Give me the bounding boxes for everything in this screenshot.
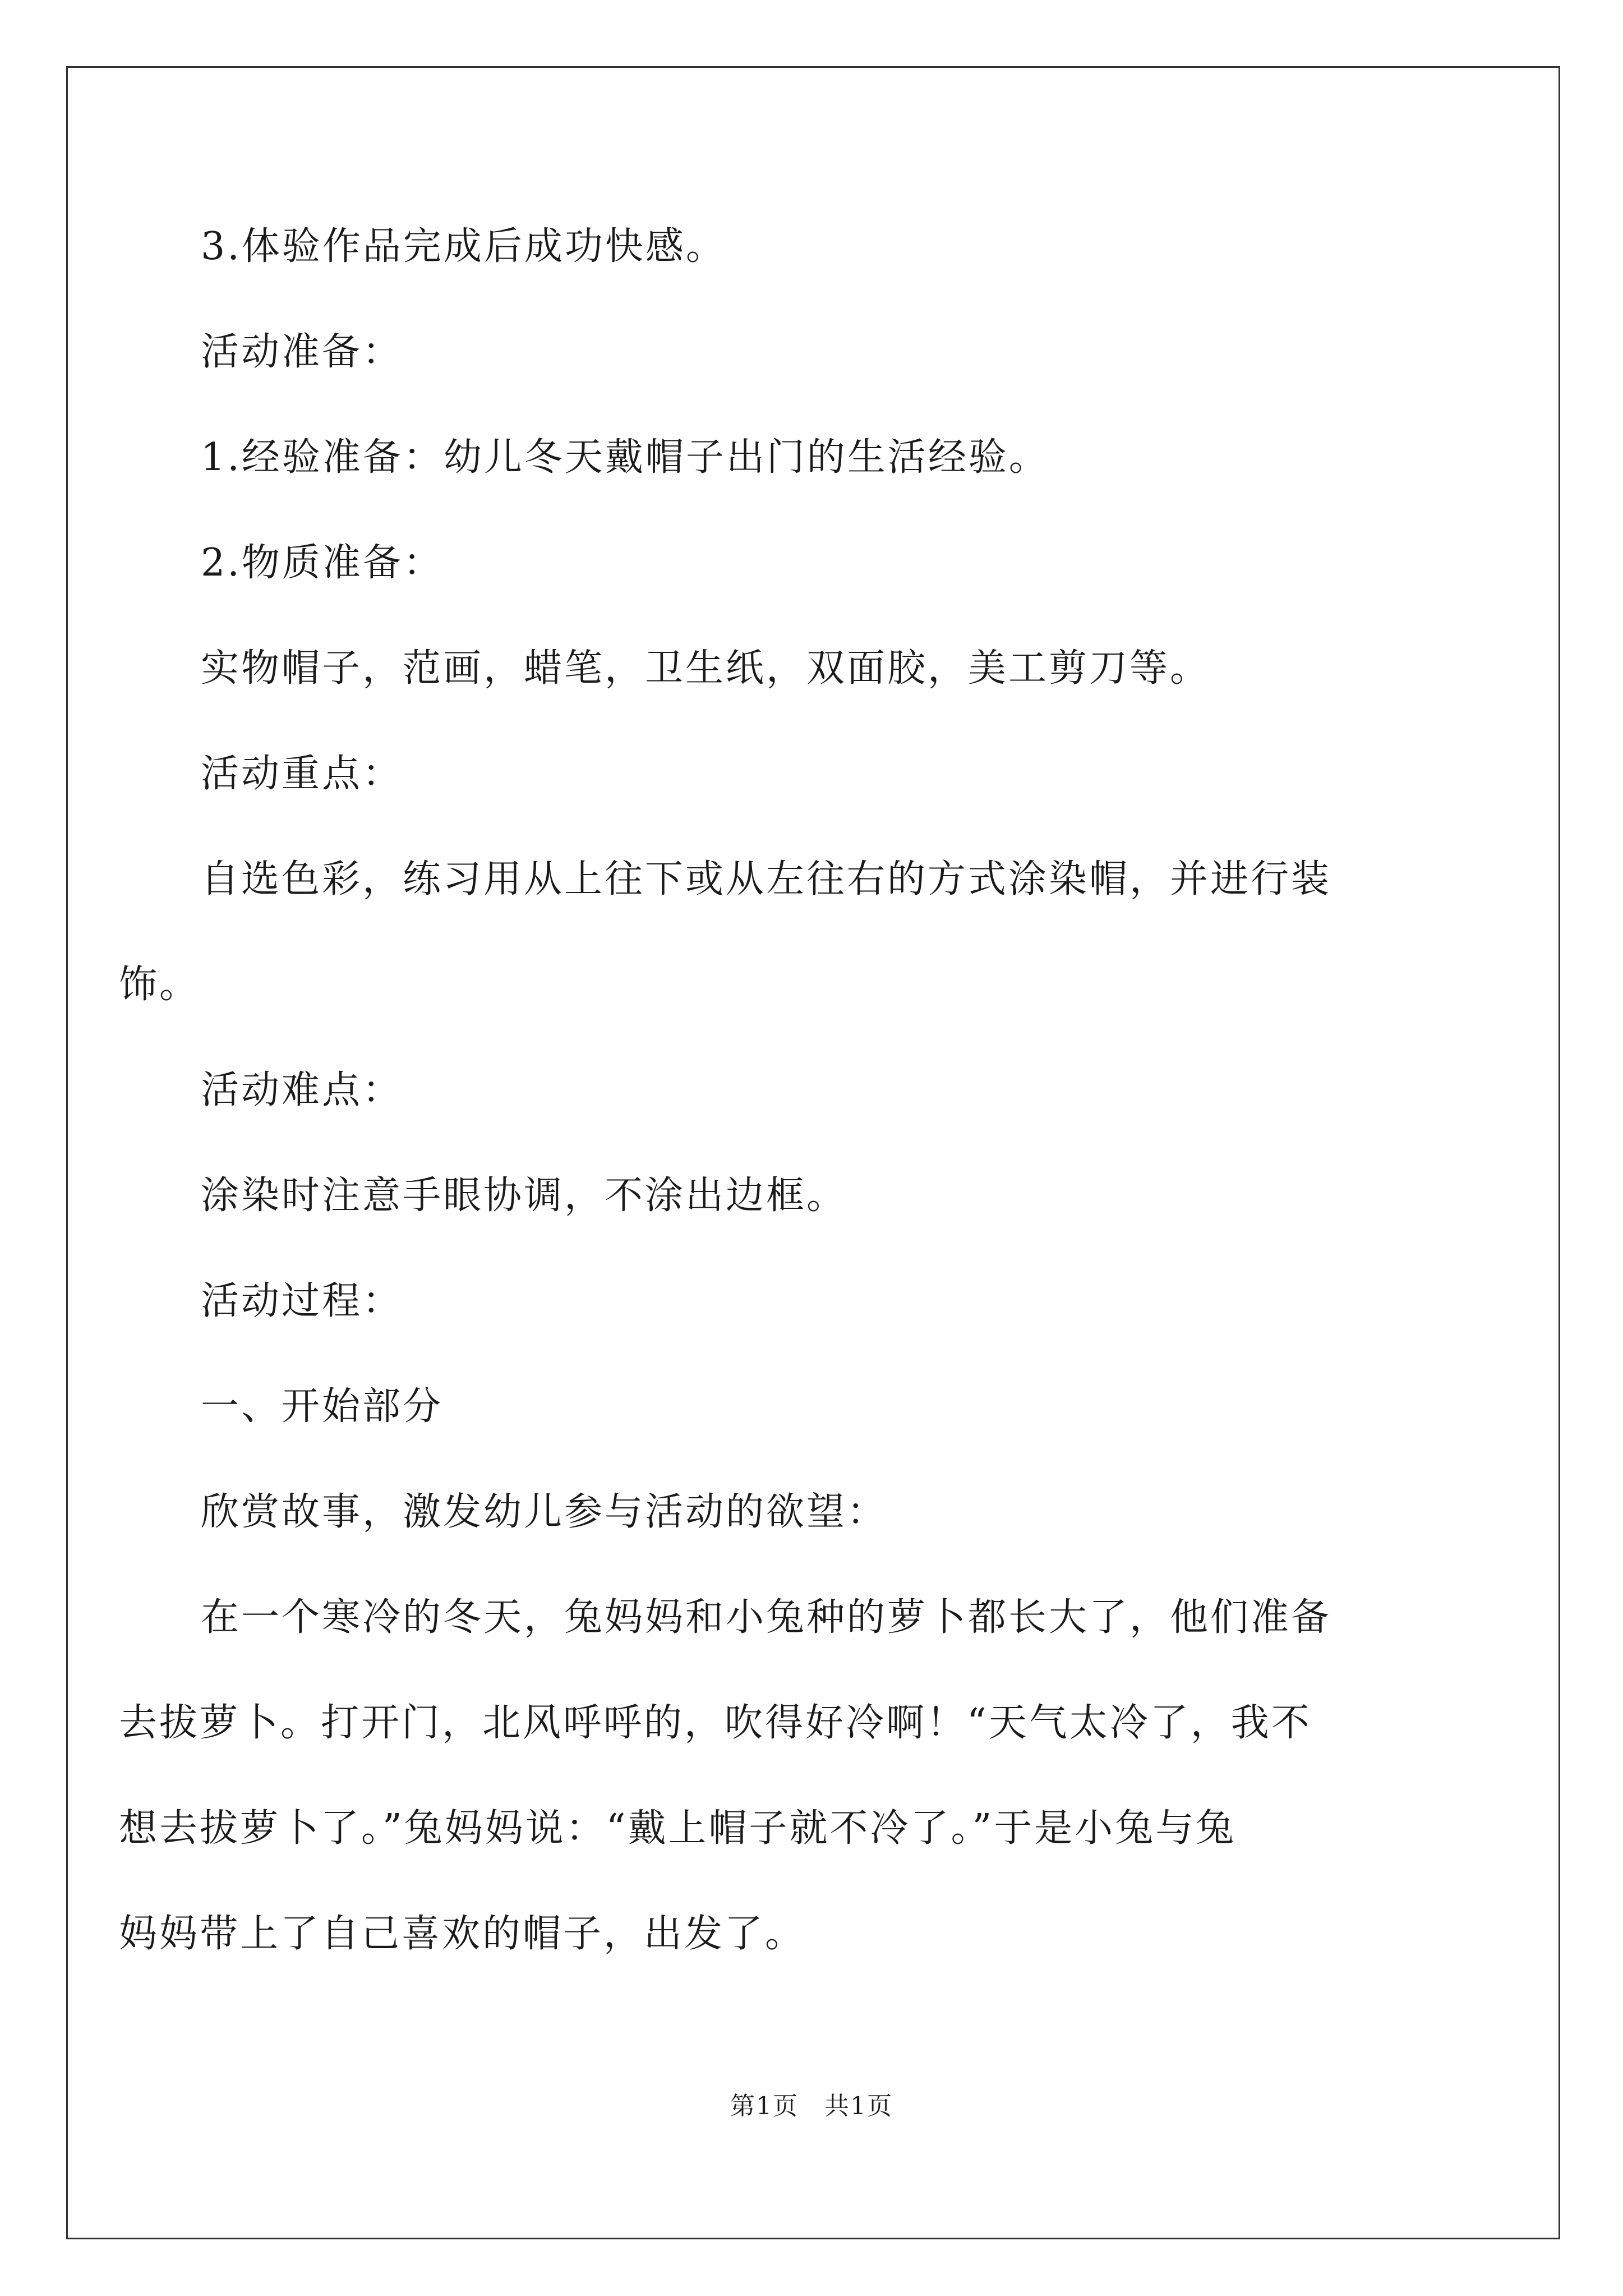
paragraph: 一、开始部分 <box>201 1384 444 1429</box>
paragraph: 活动难点： <box>201 1068 403 1112</box>
paragraph: 饰。 <box>119 963 200 1007</box>
paragraph: 涂染时注意手眼协调，不涂出边框。 <box>201 1174 847 1218</box>
paragraph: 活动过程： <box>201 1279 403 1323</box>
paragraph: 3.体验作品完成后成功快感。 <box>201 224 726 269</box>
paragraph: 想去拔萝卜了。”兔妈妈说：“戴上帽子就不冷了。”于是小兔与兔 <box>119 1806 1237 1851</box>
page-number: 第1页 共1页 <box>730 2092 893 2120</box>
paragraph: 活动重点： <box>201 752 403 796</box>
paragraph: 活动准备： <box>201 330 403 374</box>
paragraph: 自选色彩，练习用从上往下或从左往右的方式涂染帽，并进行装 <box>201 857 1332 901</box>
paragraph: 去拔萝卜。打开门，北风呼呼的，吹得好冷啊！“天气太冷了，我不 <box>119 1701 1312 1745</box>
paragraph: 欣赏故事，激发幼儿参与活动的欲望： <box>201 1490 888 1534</box>
paragraph: 实物帽子，范画，蜡笔，卫生纸，双面胶，美工剪刀等。 <box>201 646 1211 691</box>
paragraph: 妈妈带上了自己喜欢的帽子，出发了。 <box>119 1912 806 1956</box>
paragraph: 在一个寒冷的冬天，兔妈妈和小兔种的萝卜都长大了，他们准备 <box>201 1595 1332 1640</box>
paragraph: 1.经验准备：幼儿冬天戴帽子出门的生活经验。 <box>201 435 1049 480</box>
paragraph: 2.物质准备： <box>201 541 444 585</box>
